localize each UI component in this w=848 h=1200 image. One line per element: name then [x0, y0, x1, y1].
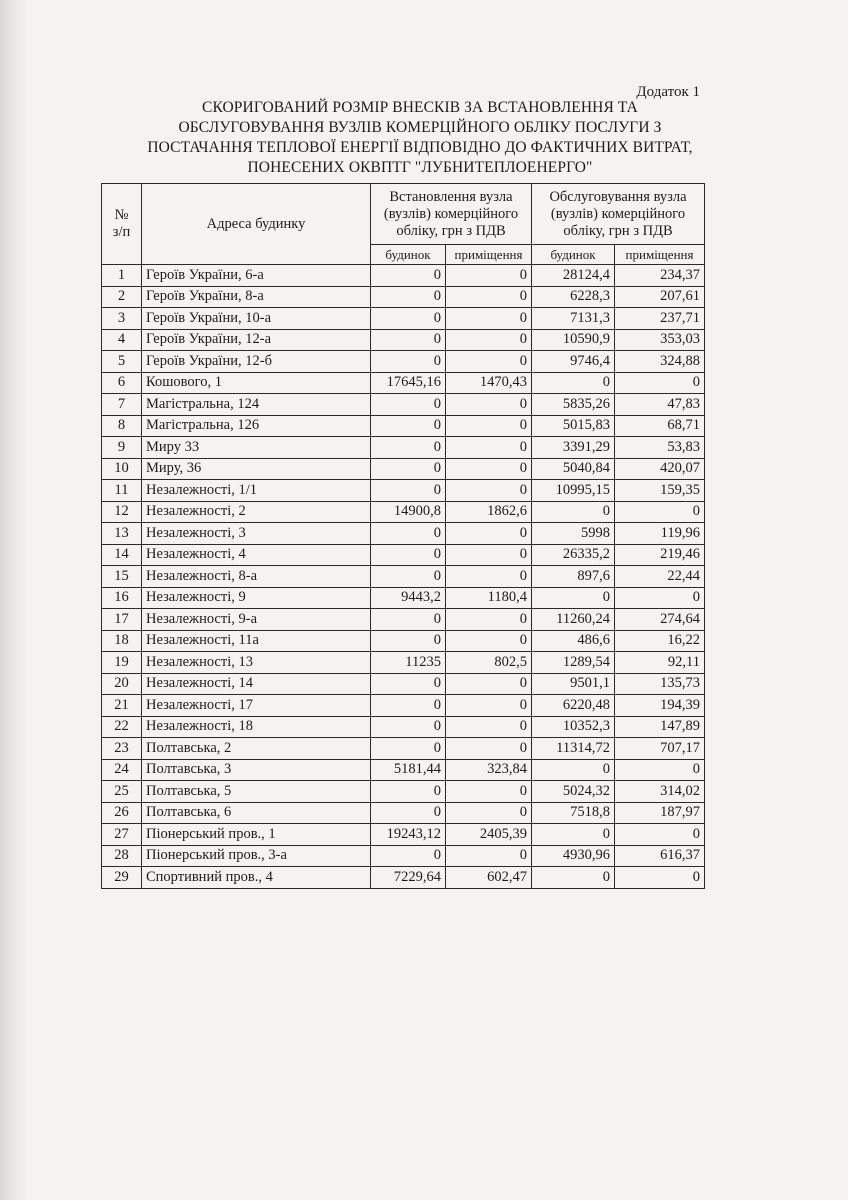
- row-number-cell: 21: [102, 695, 142, 717]
- service-premises-cell: 53,83: [615, 437, 705, 459]
- scan-edge-shadow: [0, 0, 28, 1200]
- table-row: [102, 437, 705, 459]
- address-cell: Полтавська, 2: [142, 738, 371, 760]
- install-premises-cell: 0: [446, 630, 532, 652]
- install-house-cell: 5181,44: [371, 759, 446, 781]
- fees-table: [101, 183, 705, 889]
- service-premises-cell: 0: [615, 587, 705, 609]
- row-number-cell: 14: [102, 544, 142, 566]
- row-number-cell: 26: [102, 802, 142, 824]
- row-number-cell: 25: [102, 781, 142, 803]
- service-premises-cell: 68,71: [615, 415, 705, 437]
- row-number-cell: 10: [102, 458, 142, 480]
- service-premises-cell: 47,83: [615, 394, 705, 416]
- header-install-line-2: (вузлів) комерційного: [383, 205, 519, 222]
- address-cell: Незалежності, 1/1: [142, 480, 371, 502]
- service-premises-cell: 274,64: [615, 609, 705, 631]
- install-premises-cell: 0: [446, 802, 532, 824]
- service-house-cell: 0: [532, 824, 615, 846]
- install-house-cell: 0: [371, 394, 446, 416]
- address-cell: Полтавська, 3: [142, 759, 371, 781]
- service-house-cell: 10352,3: [532, 716, 615, 738]
- install-house-cell: 7229,64: [371, 867, 446, 889]
- service-premises-cell: 135,73: [615, 673, 705, 695]
- table-row: [102, 415, 705, 437]
- service-premises-cell: 0: [615, 824, 705, 846]
- document-title: [110, 98, 730, 178]
- address-cell: Піонерський пров., 1: [142, 824, 371, 846]
- install-house-cell: 0: [371, 523, 446, 545]
- install-premises-cell: 0: [446, 394, 532, 416]
- service-house-cell: 1289,54: [532, 652, 615, 674]
- address-cell: Кошового, 1: [142, 372, 371, 394]
- install-house-cell: 19243,12: [371, 824, 446, 846]
- table-row: [102, 329, 705, 351]
- row-number-cell: 13: [102, 523, 142, 545]
- table-row: [102, 286, 705, 308]
- table-row: [102, 802, 705, 824]
- address-cell: Незалежності, 14: [142, 673, 371, 695]
- install-premises-cell: 1180,4: [446, 587, 532, 609]
- row-number-cell: 28: [102, 845, 142, 867]
- install-premises-cell: 0: [446, 566, 532, 588]
- install-house-cell: 0: [371, 738, 446, 760]
- address-cell: Магістральна, 124: [142, 394, 371, 416]
- table-row: [102, 716, 705, 738]
- install-premises-cell: 0: [446, 523, 532, 545]
- header-number-line-1: №: [114, 207, 129, 223]
- service-premises-cell: 324,88: [615, 351, 705, 373]
- service-house-cell: 5015,83: [532, 415, 615, 437]
- header-install-line-1: Встановлення вузла: [389, 188, 513, 205]
- service-premises-cell: 147,89: [615, 716, 705, 738]
- install-house-cell: 0: [371, 286, 446, 308]
- service-premises-cell: 234,37: [615, 265, 705, 287]
- address-cell: Героїв України, 12-б: [142, 351, 371, 373]
- address-cell: Героїв України, 8-а: [142, 286, 371, 308]
- service-house-cell: 10590,9: [532, 329, 615, 351]
- service-house-cell: 6220,48: [532, 695, 615, 717]
- install-house-cell: 0: [371, 566, 446, 588]
- service-house-cell: 7131,3: [532, 308, 615, 330]
- service-house-cell: 11260,24: [532, 609, 615, 631]
- service-premises-cell: 159,35: [615, 480, 705, 502]
- install-house-cell: 0: [371, 716, 446, 738]
- header-install-line-3: обліку, грн з ПДВ: [396, 222, 506, 239]
- table-row: [102, 630, 705, 652]
- service-premises-cell: 207,61: [615, 286, 705, 308]
- row-number-cell: 23: [102, 738, 142, 760]
- row-number-cell: 16: [102, 587, 142, 609]
- install-house-cell: 0: [371, 351, 446, 373]
- table-row: [102, 566, 705, 588]
- install-house-cell: 14900,8: [371, 501, 446, 523]
- install-premises-cell: 323,84: [446, 759, 532, 781]
- service-house-cell: 4930,96: [532, 845, 615, 867]
- subheader-service-premises: приміщення: [615, 245, 705, 265]
- row-number-cell: 24: [102, 759, 142, 781]
- install-house-cell: 0: [371, 458, 446, 480]
- table-row: [102, 673, 705, 695]
- table-row: [102, 372, 705, 394]
- table-row: [102, 587, 705, 609]
- install-premises-cell: 0: [446, 265, 532, 287]
- install-house-cell: 0: [371, 673, 446, 695]
- install-premises-cell: 2405,39: [446, 824, 532, 846]
- row-number-cell: 27: [102, 824, 142, 846]
- address-cell: Героїв України, 6-а: [142, 265, 371, 287]
- row-number-cell: 11: [102, 480, 142, 502]
- service-premises-cell: 616,37: [615, 845, 705, 867]
- install-premises-cell: 0: [446, 415, 532, 437]
- service-premises-cell: 0: [615, 867, 705, 889]
- service-house-cell: 6228,3: [532, 286, 615, 308]
- service-house-cell: 486,6: [532, 630, 615, 652]
- service-house-cell: 9746,4: [532, 351, 615, 373]
- row-number-cell: 8: [102, 415, 142, 437]
- header-service: [532, 184, 705, 245]
- service-house-cell: 28124,4: [532, 265, 615, 287]
- address-cell: Піонерський пров., 3-а: [142, 845, 371, 867]
- install-house-cell: 0: [371, 781, 446, 803]
- table-row: [102, 480, 705, 502]
- service-premises-cell: 187,97: [615, 802, 705, 824]
- address-cell: Незалежності, 3: [142, 523, 371, 545]
- service-house-cell: 897,6: [532, 566, 615, 588]
- table-body: [102, 265, 705, 889]
- install-premises-cell: 0: [446, 781, 532, 803]
- address-cell: Полтавська, 5: [142, 781, 371, 803]
- table-row: [102, 609, 705, 631]
- install-house-cell: 0: [371, 437, 446, 459]
- service-house-cell: 10995,15: [532, 480, 615, 502]
- address-cell: Героїв України, 10-а: [142, 308, 371, 330]
- address-cell: Незалежності, 18: [142, 716, 371, 738]
- address-cell: Незалежності, 11а: [142, 630, 371, 652]
- table-row: [102, 265, 705, 287]
- install-house-cell: 0: [371, 308, 446, 330]
- row-number-cell: 1: [102, 265, 142, 287]
- service-premises-cell: 314,02: [615, 781, 705, 803]
- install-house-cell: 0: [371, 630, 446, 652]
- install-premises-cell: 0: [446, 351, 532, 373]
- row-number-cell: 12: [102, 501, 142, 523]
- service-house-cell: 5024,32: [532, 781, 615, 803]
- header-address: Адреса будинку: [142, 184, 371, 265]
- title-line-2: ОБСЛУГОВУВАННЯ ВУЗЛІВ КОМЕРЦІЙНОГО ОБЛІКУ ПОСЛУГИ З: [178, 119, 662, 136]
- row-number-cell: 19: [102, 652, 142, 674]
- service-house-cell: 0: [532, 587, 615, 609]
- service-premises-cell: 92,11: [615, 652, 705, 674]
- row-number-cell: 22: [102, 716, 142, 738]
- header-install: [371, 184, 532, 245]
- title-line-4: ПОНЕСЕНИХ ОКВПТГ "ЛУБНИТЕПЛОЕНЕРГО": [247, 159, 593, 176]
- table-row: [102, 695, 705, 717]
- install-house-cell: 0: [371, 609, 446, 631]
- service-premises-cell: 16,22: [615, 630, 705, 652]
- appendix-label: Додаток 1: [636, 84, 700, 100]
- row-number-cell: 18: [102, 630, 142, 652]
- service-premises-cell: 119,96: [615, 523, 705, 545]
- header-service-line-2: (вузлів) комерційного: [550, 205, 686, 222]
- service-house-cell: 3391,29: [532, 437, 615, 459]
- install-house-cell: 0: [371, 265, 446, 287]
- table-row: [102, 308, 705, 330]
- install-premises-cell: 1862,6: [446, 501, 532, 523]
- row-number-cell: 29: [102, 867, 142, 889]
- table-row: [102, 845, 705, 867]
- table-row: [102, 652, 705, 674]
- address-cell: Магістральна, 126: [142, 415, 371, 437]
- row-number-cell: 9: [102, 437, 142, 459]
- install-premises-cell: 0: [446, 673, 532, 695]
- header-number-line-2: з/п: [112, 224, 131, 240]
- title-line-1: СКОРИГОВАНИЙ РОЗМІР ВНЕСКІВ ЗА ВСТАНОВЛЕННЯ ТА: [202, 99, 638, 116]
- table-row: [102, 523, 705, 545]
- service-house-cell: 5835,26: [532, 394, 615, 416]
- install-house-cell: 17645,16: [371, 372, 446, 394]
- install-house-cell: 9443,2: [371, 587, 446, 609]
- row-number-cell: 2: [102, 286, 142, 308]
- service-house-cell: 5998: [532, 523, 615, 545]
- install-house-cell: 0: [371, 544, 446, 566]
- service-premises-cell: 219,46: [615, 544, 705, 566]
- install-premises-cell: 802,5: [446, 652, 532, 674]
- install-premises-cell: 0: [446, 716, 532, 738]
- service-house-cell: 9501,1: [532, 673, 615, 695]
- address-cell: Незалежності, 13: [142, 652, 371, 674]
- install-premises-cell: 0: [446, 544, 532, 566]
- row-number-cell: 20: [102, 673, 142, 695]
- subheader-install-premises: приміщення: [446, 245, 532, 265]
- service-house-cell: 0: [532, 867, 615, 889]
- service-house-cell: 11314,72: [532, 738, 615, 760]
- row-number-cell: 7: [102, 394, 142, 416]
- row-number-cell: 17: [102, 609, 142, 631]
- install-house-cell: 0: [371, 415, 446, 437]
- table-row: [102, 394, 705, 416]
- address-cell: Спортивний пров., 4: [142, 867, 371, 889]
- address-cell: Незалежності, 2: [142, 501, 371, 523]
- install-house-cell: 0: [371, 480, 446, 502]
- header-service-line-1: Обслуговування вузла: [549, 188, 687, 205]
- table-row: [102, 351, 705, 373]
- install-premises-cell: 0: [446, 480, 532, 502]
- service-house-cell: 7518,8: [532, 802, 615, 824]
- service-premises-cell: 420,07: [615, 458, 705, 480]
- service-premises-cell: 237,71: [615, 308, 705, 330]
- address-cell: Незалежності, 17: [142, 695, 371, 717]
- service-premises-cell: 0: [615, 759, 705, 781]
- service-house-cell: 26335,2: [532, 544, 615, 566]
- install-house-cell: 0: [371, 329, 446, 351]
- subheader-service-house: будинок: [532, 245, 615, 265]
- service-premises-cell: 22,44: [615, 566, 705, 588]
- install-house-cell: 0: [371, 802, 446, 824]
- address-cell: Незалежності, 9: [142, 587, 371, 609]
- table-row: [102, 544, 705, 566]
- row-number-cell: 5: [102, 351, 142, 373]
- address-cell: Миру, 36: [142, 458, 371, 480]
- install-house-cell: 0: [371, 845, 446, 867]
- install-premises-cell: 1470,43: [446, 372, 532, 394]
- address-cell: Незалежності, 4: [142, 544, 371, 566]
- install-premises-cell: 602,47: [446, 867, 532, 889]
- install-premises-cell: 0: [446, 329, 532, 351]
- row-number-cell: 4: [102, 329, 142, 351]
- subheader-install-house: будинок: [371, 245, 446, 265]
- header-service-line-3: обліку, грн з ПДВ: [563, 222, 673, 239]
- service-premises-cell: 707,17: [615, 738, 705, 760]
- table-row: [102, 501, 705, 523]
- table-row: [102, 781, 705, 803]
- address-cell: Незалежності, 9-а: [142, 609, 371, 631]
- service-premises-cell: 0: [615, 501, 705, 523]
- install-premises-cell: 0: [446, 738, 532, 760]
- install-premises-cell: 0: [446, 437, 532, 459]
- install-premises-cell: 0: [446, 458, 532, 480]
- install-premises-cell: 0: [446, 845, 532, 867]
- service-house-cell: 5040,84: [532, 458, 615, 480]
- header-number: [102, 184, 142, 265]
- table-row: [102, 738, 705, 760]
- address-cell: Героїв України, 12-а: [142, 329, 371, 351]
- address-cell: Незалежності, 8-а: [142, 566, 371, 588]
- install-house-cell: 0: [371, 695, 446, 717]
- row-number-cell: 15: [102, 566, 142, 588]
- service-house-cell: 0: [532, 501, 615, 523]
- address-cell: Миру 33: [142, 437, 371, 459]
- install-premises-cell: 0: [446, 609, 532, 631]
- service-house-cell: 0: [532, 759, 615, 781]
- install-premises-cell: 0: [446, 286, 532, 308]
- service-house-cell: 0: [532, 372, 615, 394]
- row-number-cell: 3: [102, 308, 142, 330]
- table-row: [102, 824, 705, 846]
- install-premises-cell: 0: [446, 308, 532, 330]
- table-row: [102, 867, 705, 889]
- address-cell: Полтавська, 6: [142, 802, 371, 824]
- table-row: [102, 458, 705, 480]
- table-row: [102, 759, 705, 781]
- service-premises-cell: 0: [615, 372, 705, 394]
- install-house-cell: 11235: [371, 652, 446, 674]
- service-premises-cell: 353,03: [615, 329, 705, 351]
- install-premises-cell: 0: [446, 695, 532, 717]
- row-number-cell: 6: [102, 372, 142, 394]
- service-premises-cell: 194,39: [615, 695, 705, 717]
- title-line-3: ПОСТАЧАННЯ ТЕПЛОВОЇ ЕНЕРГІЇ ВІДПОВІДНО ДО ФАКТИЧНИХ ВИТРАТ,: [147, 139, 693, 156]
